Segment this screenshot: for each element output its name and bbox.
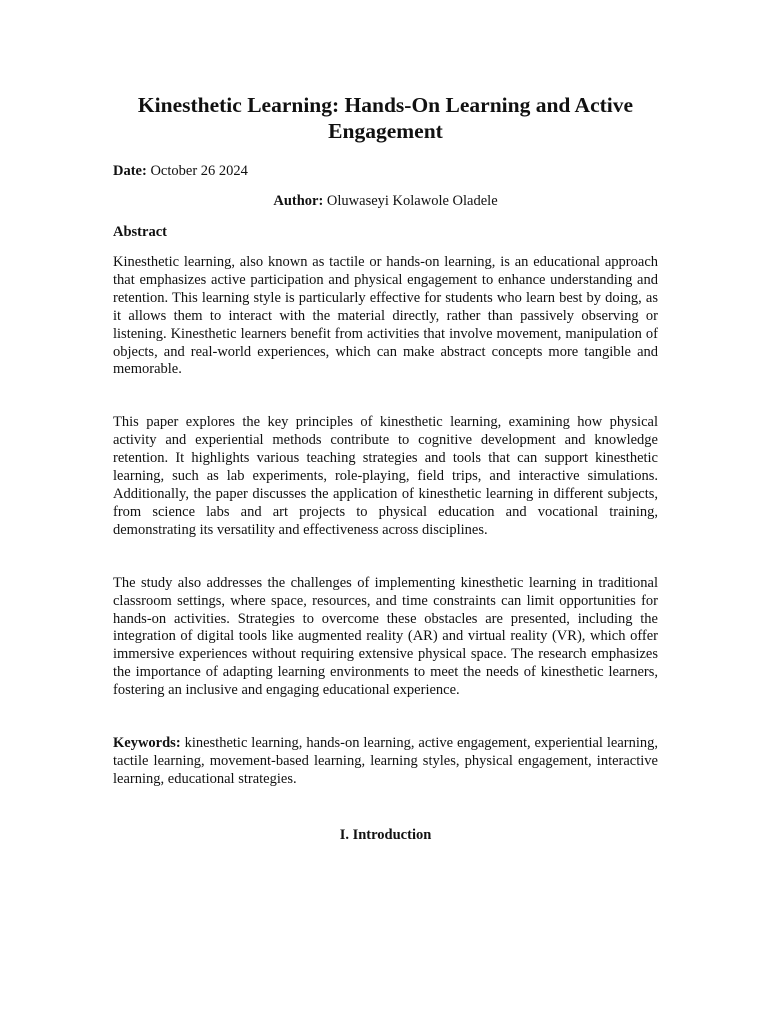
keywords-list: kinesthetic learning, hands-on learning, active engagement, experiential learning, tactile learning, movement-based learning, learning styles, physical engagement, interactive learning, educational strategies. [113, 735, 658, 787]
abstract-paragraph-3: The study also addresses the challenges of implementing kinesthetic learning in traditional classroom settings, where space, resources, and time constraints can limit opportunities for hands-on activities. Strategies to overcome these obstacles are presented, including the integration of digital tools like augmented reality (AR) and virtual reality (VR), which offer immersive experiences without requiring extensive physical space. The research emphasizes the importance of adapting learning environments to meet the needs of kinesthetic learners, fostering an inclusive and engaging educational experience. [113, 574, 658, 699]
keywords-paragraph [113, 735, 658, 789]
date-line [113, 162, 658, 180]
abstract-paragraph-2: This paper explores the key principles of kinesthetic learning, examining how physical activity and experiential methods contribute to cognitive development and knowledge retention. It highlights various teaching strategies and tools that can support kinesthetic learning, such as lab experiments, role-playing, field trips, and interactive simulations. Additionally, the paper discusses the application of kinesthetic learning in different subjects, from science labs and art projects to physical education and vocational training, demonstrating its versatility and effectiveness across disciplines. [113, 414, 658, 538]
author-label: Author: [273, 193, 324, 209]
abstract-heading: Abstract [113, 224, 167, 240]
abstract-paragraph-1: Kinesthetic learning, also known as tactile or hands-on learning, is an educational approach that emphasizes active participation and physical engagement to enhance understanding and retention. This learning style is particularly effective for students who learn best by doing, as it allows them to interact with the material directly, rather than passively observing or listening. Kinesthetic learners benefit from activities that involve movement, manipulation of objects, and real-world experiences, which can make abstract concepts more tangible and memorable. [113, 254, 658, 378]
author-name: Oluwaseyi Kolawole Oladele [326, 193, 498, 209]
date-label: Date: [113, 163, 147, 179]
section-heading-introduction: I. Introduction [339, 826, 432, 843]
keywords-label: Keywords: [113, 735, 181, 752]
paper-title: Kinesthetic Learning: Hands-On Learning and Active Engagement [137, 93, 634, 143]
author-line [113, 192, 658, 210]
date-value: October 26 2024 [150, 163, 248, 179]
